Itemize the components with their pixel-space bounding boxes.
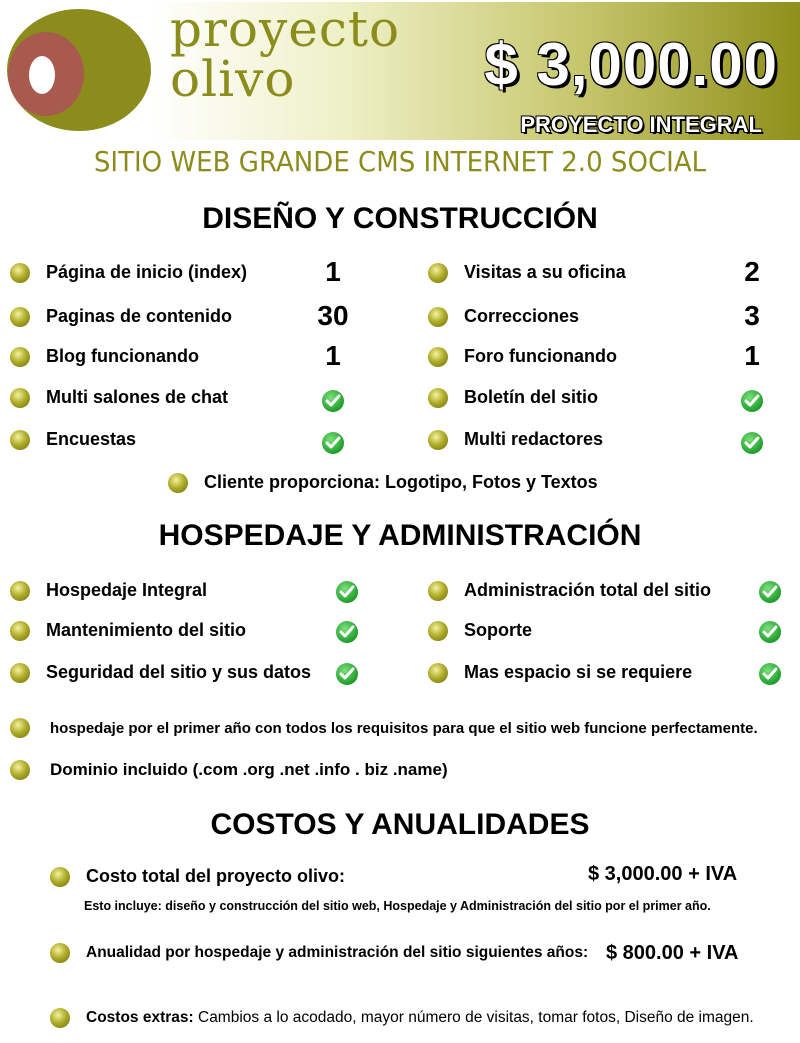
cost-total-label: Costo total del proyecto olivo: [86,866,346,886]
design-item-value: 1 [744,340,760,371]
check-icon [741,432,763,454]
cost-total [50,866,345,887]
design-item-label: Página de inicio (index) [46,262,248,282]
hosting-note-2 [10,760,448,780]
bullet-icon [50,867,70,887]
bullet-icon [10,760,30,780]
design-item-label: Blog funcionando [46,346,199,366]
cost-annual-label: Anualidad por hospedaje y administración del sitio siguientes años: [86,944,589,961]
client-note [168,472,598,493]
check-icon [759,621,781,643]
bullet-icon [428,581,448,601]
cost-total-note: Esto incluye: diseño y construcción del sitio web, Hospedaje y Administración del sitio por el primer año. [84,899,711,913]
check-icon [336,581,358,603]
header [0,0,800,145]
section-title-costs: COSTOS Y ANUALIDADES [210,808,590,841]
hosting-item-label: Hospedaje Integral [46,580,208,600]
bullet-icon [428,621,448,641]
design-left-item [10,262,247,283]
hosting-item-label: Administración total del sitio [464,580,712,600]
design-item-label: Multi redactores [464,429,604,449]
check-icon [336,663,358,685]
cost-extras-text: Cambios a lo acodado, mayor número de visitas, tomar fotos, Diseño de imagen. [193,1009,754,1026]
check-icon [759,581,781,603]
hosting-item-label: Soporte [464,620,533,640]
cost-total-value: $ 3,000.00 + IVA [588,863,738,885]
design-item-label: Visitas a su oficina [464,262,626,282]
check-icon [336,621,358,643]
design-right-item [428,387,598,408]
hosting-item-label: Mas espacio si se requiere [464,662,693,682]
design-item-label: Boletín del sitio [464,387,599,407]
bullet-icon [428,663,448,683]
bullet-icon [10,347,30,367]
bullet-icon [428,307,448,327]
check-icon [741,390,763,412]
design-item-value: 2 [744,256,760,287]
bullet-icon [10,388,30,408]
design-left-item [10,429,136,450]
hosting-item-label: Mantenimiento del sitio [46,620,247,640]
bullet-icon [428,347,448,367]
plan-name: PROYECTO INTEGRAL [520,112,762,137]
cost-extras-label: Costos extras: [86,1009,194,1026]
check-icon [322,390,344,412]
design-right-item [428,429,603,450]
hosting-right-item [428,580,711,601]
design-item-label: Correcciones [464,306,580,326]
check-icon [759,663,781,685]
bullet-icon [10,718,30,738]
section-title-hosting: HOSPEDAJE Y ADMINISTRACIÓN [158,519,642,552]
hosting-note-2-text: Dominio incluido (.com .org .net .info . biz .name) [50,760,448,779]
design-left-item [10,346,199,367]
design-left-item [10,387,228,408]
bullet-icon [10,430,30,450]
bullet-icon [10,263,30,283]
bullet-icon [10,621,30,641]
bullet-icon [50,1008,70,1028]
design-item-label: Multi salones de chat [46,387,229,407]
bullet-icon [10,581,30,601]
bullet-icon [428,263,448,283]
design-item-label: Encuestas [46,429,137,449]
cost-annual-value: $ 800.00 + IVA [606,942,739,964]
hosting-right-item [428,662,692,683]
tagline: SITIO WEB GRANDE CMS INTERNET 2.0 SOCIAL [93,145,707,178]
hosting-item-label: Seguridad del sitio y sus datos [46,662,312,682]
bullet-icon [428,430,448,450]
brand-name [170,0,401,108]
design-right-item [428,346,617,367]
hosting-left-item [10,620,246,641]
hosting-note-1-text: hospedaje por el primer año con todos los requisitos para que el sitio web funcione perfectamente. [50,719,758,737]
bullet-icon [50,943,70,963]
design-item-value: 3 [744,300,760,331]
cost-extras [50,1008,754,1028]
design-right-item [428,306,579,327]
bullet-icon [10,663,30,683]
design-item-label: Paginas de contenido [46,306,233,326]
design-item-value: 1 [325,340,341,371]
client-note-text: Cliente proporciona: Logotipo, Fotos y Textos [204,472,598,492]
bullet-icon [168,473,188,493]
check-icon [322,432,344,454]
olive-logo-icon [6,8,152,133]
hosting-note-1 [10,718,758,738]
section-title-design: DISEÑO Y CONSTRUCCIÓN [202,202,598,235]
brand-line1: proyecto [170,0,401,58]
hosting-left-item [10,662,311,683]
design-item-value: 1 [325,256,341,287]
header-price: $ 3,000.00 [484,31,778,98]
design-item-label: Foro funcionando [464,346,617,366]
hosting-right-item [428,620,532,641]
bullet-icon [428,388,448,408]
design-item-value: 30 [317,300,349,331]
design-right-item [428,262,626,283]
design-left-item [10,306,232,327]
bullet-icon [10,307,30,327]
brand-line2: olivo [170,50,296,108]
cost-annual [50,943,588,963]
hosting-left-item [10,580,207,601]
